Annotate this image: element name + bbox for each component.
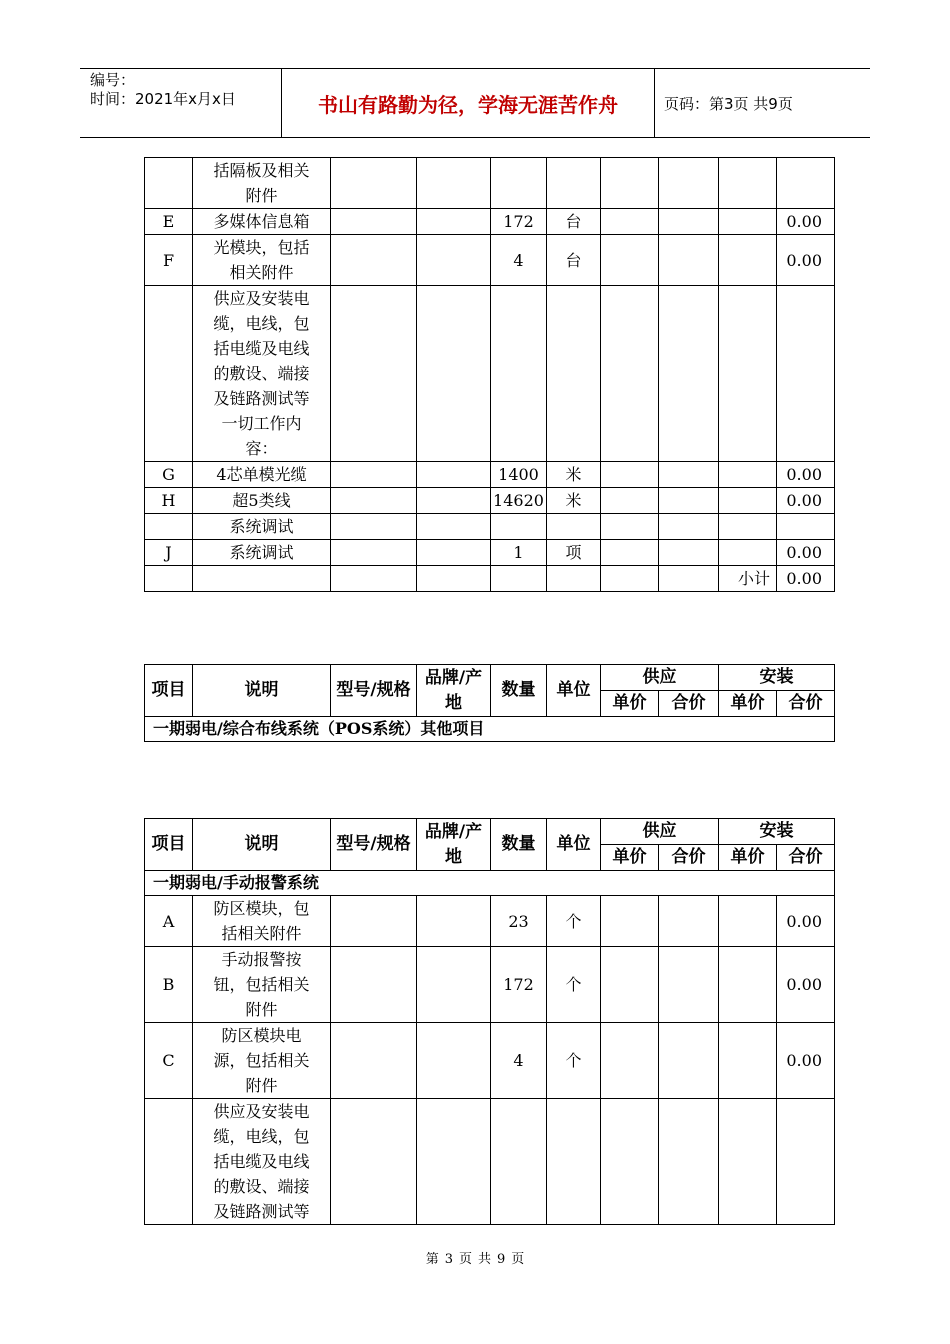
brand-cell	[417, 235, 491, 286]
description-cell: 括隔板及相关附件	[193, 158, 331, 209]
supply-total-cell	[659, 158, 719, 209]
install-unit-price-cell	[719, 514, 777, 540]
description-cell: 多媒体信息箱	[193, 209, 331, 235]
serial-label: 编号：	[90, 71, 136, 89]
install-unit-price-cell	[719, 158, 777, 209]
brand-cell	[417, 286, 491, 462]
item-cell: A	[145, 896, 193, 947]
install-total-cell	[777, 514, 835, 540]
footer-total-suffix: 页	[511, 1252, 525, 1267]
model-cell	[331, 286, 417, 462]
brand-cell	[417, 896, 491, 947]
unit-cell	[547, 514, 601, 540]
unit-cell: 项	[547, 540, 601, 566]
model-cell	[331, 514, 417, 540]
model-cell	[331, 235, 417, 286]
description-cell: 防区模块电源，包括相关附件	[193, 1023, 331, 1099]
install-total-cell: 0.00	[777, 488, 835, 514]
col-install-unit-price: 单价	[719, 691, 777, 717]
install-unit-price-cell	[719, 896, 777, 947]
col-brand: 品牌/产地	[417, 819, 491, 871]
item-cell: C	[145, 1023, 193, 1099]
description-cell: 供应及安装电缆，电线，包括电缆及电线的敷设、端接及链路测试等一切工作内容：	[193, 286, 331, 462]
footer-page-suffix: 页	[458, 1252, 472, 1267]
footer-total-pages: 9	[497, 1252, 506, 1267]
item-cell: J	[145, 540, 193, 566]
supply-unit-price-cell	[601, 488, 659, 514]
model-cell	[331, 540, 417, 566]
supply-total-cell	[659, 896, 719, 947]
supply-total-cell	[659, 209, 719, 235]
table-row	[145, 462, 835, 488]
item-cell: G	[145, 462, 193, 488]
footer-total-prefix: 共	[478, 1252, 492, 1267]
empty-cell	[547, 566, 601, 592]
install-total-cell: 0.00	[777, 235, 835, 286]
unit-cell: 米	[547, 462, 601, 488]
install-total-cell: 0.00	[777, 540, 835, 566]
install-total-cell: 0.00	[777, 896, 835, 947]
supply-unit-price-cell	[601, 462, 659, 488]
item-cell	[145, 158, 193, 209]
quantity-cell: 14620	[491, 488, 547, 514]
install-total-cell: 0.00	[777, 1023, 835, 1099]
item-cell: H	[145, 488, 193, 514]
unit-cell: 个	[547, 1023, 601, 1099]
col-supply-total-price: 合价	[659, 691, 719, 717]
description-cell: 防区模块，包括相关附件	[193, 896, 331, 947]
install-total-cell	[777, 158, 835, 209]
supply-total-cell	[659, 462, 719, 488]
empty-cell	[331, 566, 417, 592]
empty-cell	[417, 566, 491, 592]
install-unit-price-cell	[719, 286, 777, 462]
install-unit-price-cell	[719, 1023, 777, 1099]
col-install: 安装	[719, 665, 835, 691]
table-row	[145, 209, 835, 235]
unit-cell: 米	[547, 488, 601, 514]
brand-cell	[417, 462, 491, 488]
description-cell: 系统调试	[193, 540, 331, 566]
page-header	[80, 68, 870, 138]
col-supply: 供应	[601, 819, 719, 845]
table-row	[145, 896, 835, 947]
description-cell: 系统调试	[193, 514, 331, 540]
unit-cell	[547, 158, 601, 209]
col-qty: 数量	[491, 665, 547, 717]
model-cell	[331, 462, 417, 488]
subtotal-label: 小计	[719, 566, 777, 592]
empty-cell	[659, 566, 719, 592]
install-total-cell: 0.00	[777, 462, 835, 488]
install-unit-price-cell	[719, 1099, 777, 1225]
col-qty: 数量	[491, 819, 547, 871]
col-supply: 供应	[601, 665, 719, 691]
table-row	[145, 488, 835, 514]
unit-cell: 个	[547, 896, 601, 947]
unit-cell	[547, 1099, 601, 1225]
empty-cell	[145, 566, 193, 592]
supply-total-cell	[659, 514, 719, 540]
table-row	[145, 540, 835, 566]
quantity-cell	[491, 1099, 547, 1225]
table-header-row	[145, 665, 835, 691]
table-manual-alarm	[144, 818, 835, 1225]
supply-total-cell	[659, 1099, 719, 1225]
table-row	[145, 1099, 835, 1225]
supply-unit-price-cell	[601, 158, 659, 209]
table-row	[145, 158, 835, 209]
table-row	[145, 947, 835, 1023]
install-unit-price-cell	[719, 488, 777, 514]
supply-unit-price-cell	[601, 235, 659, 286]
supply-total-cell	[659, 235, 719, 286]
description-cell: 超5类线	[193, 488, 331, 514]
quantity-cell: 172	[491, 209, 547, 235]
section-row	[145, 871, 835, 896]
time-label: 时间：2021年x月x日	[90, 90, 236, 108]
header-page-info: 页码：第3页 共9页	[664, 94, 793, 113]
unit-cell: 台	[547, 235, 601, 286]
quantity-cell: 1400	[491, 462, 547, 488]
brand-cell	[417, 158, 491, 209]
col-install-total-price: 合价	[777, 691, 835, 717]
supply-unit-price-cell	[601, 540, 659, 566]
model-cell	[331, 947, 417, 1023]
model-cell	[331, 209, 417, 235]
model-cell	[331, 896, 417, 947]
unit-cell: 台	[547, 209, 601, 235]
brand-cell	[417, 488, 491, 514]
col-install-unit-price: 单价	[719, 845, 777, 871]
col-install-total-price: 合价	[777, 845, 835, 871]
subtotal-row	[145, 566, 835, 592]
col-model: 型号/规格	[331, 665, 417, 717]
brand-cell	[417, 947, 491, 1023]
col-unit: 单位	[547, 665, 601, 717]
col-supply-unit-price: 单价	[601, 691, 659, 717]
model-cell	[331, 158, 417, 209]
model-cell	[331, 488, 417, 514]
quantity-cell	[491, 286, 547, 462]
table-row	[145, 286, 835, 462]
install-unit-price-cell	[719, 947, 777, 1023]
item-cell: F	[145, 235, 193, 286]
supply-unit-price-cell	[601, 514, 659, 540]
quantity-cell	[491, 158, 547, 209]
col-item: 项目	[145, 819, 193, 871]
brand-cell	[417, 1023, 491, 1099]
section-row	[145, 717, 835, 742]
item-cell	[145, 1099, 193, 1225]
install-total-cell: 0.00	[777, 947, 835, 1023]
supply-unit-price-cell	[601, 209, 659, 235]
supply-unit-price-cell	[601, 1099, 659, 1225]
table-row	[145, 514, 835, 540]
supply-total-cell	[659, 947, 719, 1023]
supply-unit-price-cell	[601, 286, 659, 462]
quantity-cell: 4	[491, 1023, 547, 1099]
quantity-cell: 23	[491, 896, 547, 947]
item-cell: E	[145, 209, 193, 235]
subtotal-value: 0.00	[777, 566, 835, 592]
description-cell: 供应及安装电缆，电线，包括电缆及电线的敷设、端接及链路测试等	[193, 1099, 331, 1225]
install-unit-price-cell	[719, 462, 777, 488]
supply-unit-price-cell	[601, 1023, 659, 1099]
brand-cell	[417, 514, 491, 540]
install-unit-price-cell	[719, 235, 777, 286]
supply-unit-price-cell	[601, 947, 659, 1023]
section-title: 一期弱电/综合布线系统（POS系统）其他项目	[145, 717, 835, 742]
description-cell: 4芯单模光缆	[193, 462, 331, 488]
unit-cell: 个	[547, 947, 601, 1023]
table-header-row	[145, 819, 835, 845]
install-unit-price-cell	[719, 209, 777, 235]
quantity-cell: 1	[491, 540, 547, 566]
supply-total-cell	[659, 488, 719, 514]
header-meta	[80, 69, 280, 139]
install-total-cell: 0.00	[777, 209, 835, 235]
section-title: 一期弱电/手动报警系统	[145, 871, 835, 896]
col-supply-total-price: 合价	[659, 845, 719, 871]
quantity-cell: 4	[491, 235, 547, 286]
supply-unit-price-cell	[601, 896, 659, 947]
model-cell	[331, 1099, 417, 1225]
unit-cell	[547, 286, 601, 462]
quantity-cell	[491, 514, 547, 540]
col-install: 安装	[719, 819, 835, 845]
table-pos-system	[144, 664, 835, 742]
item-cell: B	[145, 947, 193, 1023]
brand-cell	[417, 540, 491, 566]
empty-cell	[601, 566, 659, 592]
col-desc: 说明	[193, 665, 331, 717]
footer-page-prefix: 第	[425, 1252, 439, 1267]
header-motto: 书山有路勤为径，学海无涯苦作舟	[318, 92, 618, 117]
col-model: 型号/规格	[331, 819, 417, 871]
quantity-cell: 172	[491, 947, 547, 1023]
page-footer	[0, 1248, 950, 1267]
table-row	[145, 1023, 835, 1099]
supply-total-cell	[659, 1023, 719, 1099]
table-continued	[144, 157, 835, 592]
description-cell: 光模块，包括相关附件	[193, 235, 331, 286]
col-brand: 品牌/产地	[417, 665, 491, 717]
col-item: 项目	[145, 665, 193, 717]
col-unit: 单位	[547, 819, 601, 871]
description-cell: 手动报警按钮，包括相关附件	[193, 947, 331, 1023]
supply-total-cell	[659, 540, 719, 566]
install-unit-price-cell	[719, 540, 777, 566]
col-desc: 说明	[193, 819, 331, 871]
item-cell	[145, 286, 193, 462]
install-total-cell	[777, 1099, 835, 1225]
install-total-cell	[777, 286, 835, 462]
brand-cell	[417, 209, 491, 235]
brand-cell	[417, 1099, 491, 1225]
item-cell	[145, 514, 193, 540]
table-row	[145, 235, 835, 286]
supply-total-cell	[659, 286, 719, 462]
col-supply-unit-price: 单价	[601, 845, 659, 871]
model-cell	[331, 1023, 417, 1099]
empty-cell	[193, 566, 331, 592]
footer-page-number: 3	[444, 1252, 453, 1267]
empty-cell	[491, 566, 547, 592]
